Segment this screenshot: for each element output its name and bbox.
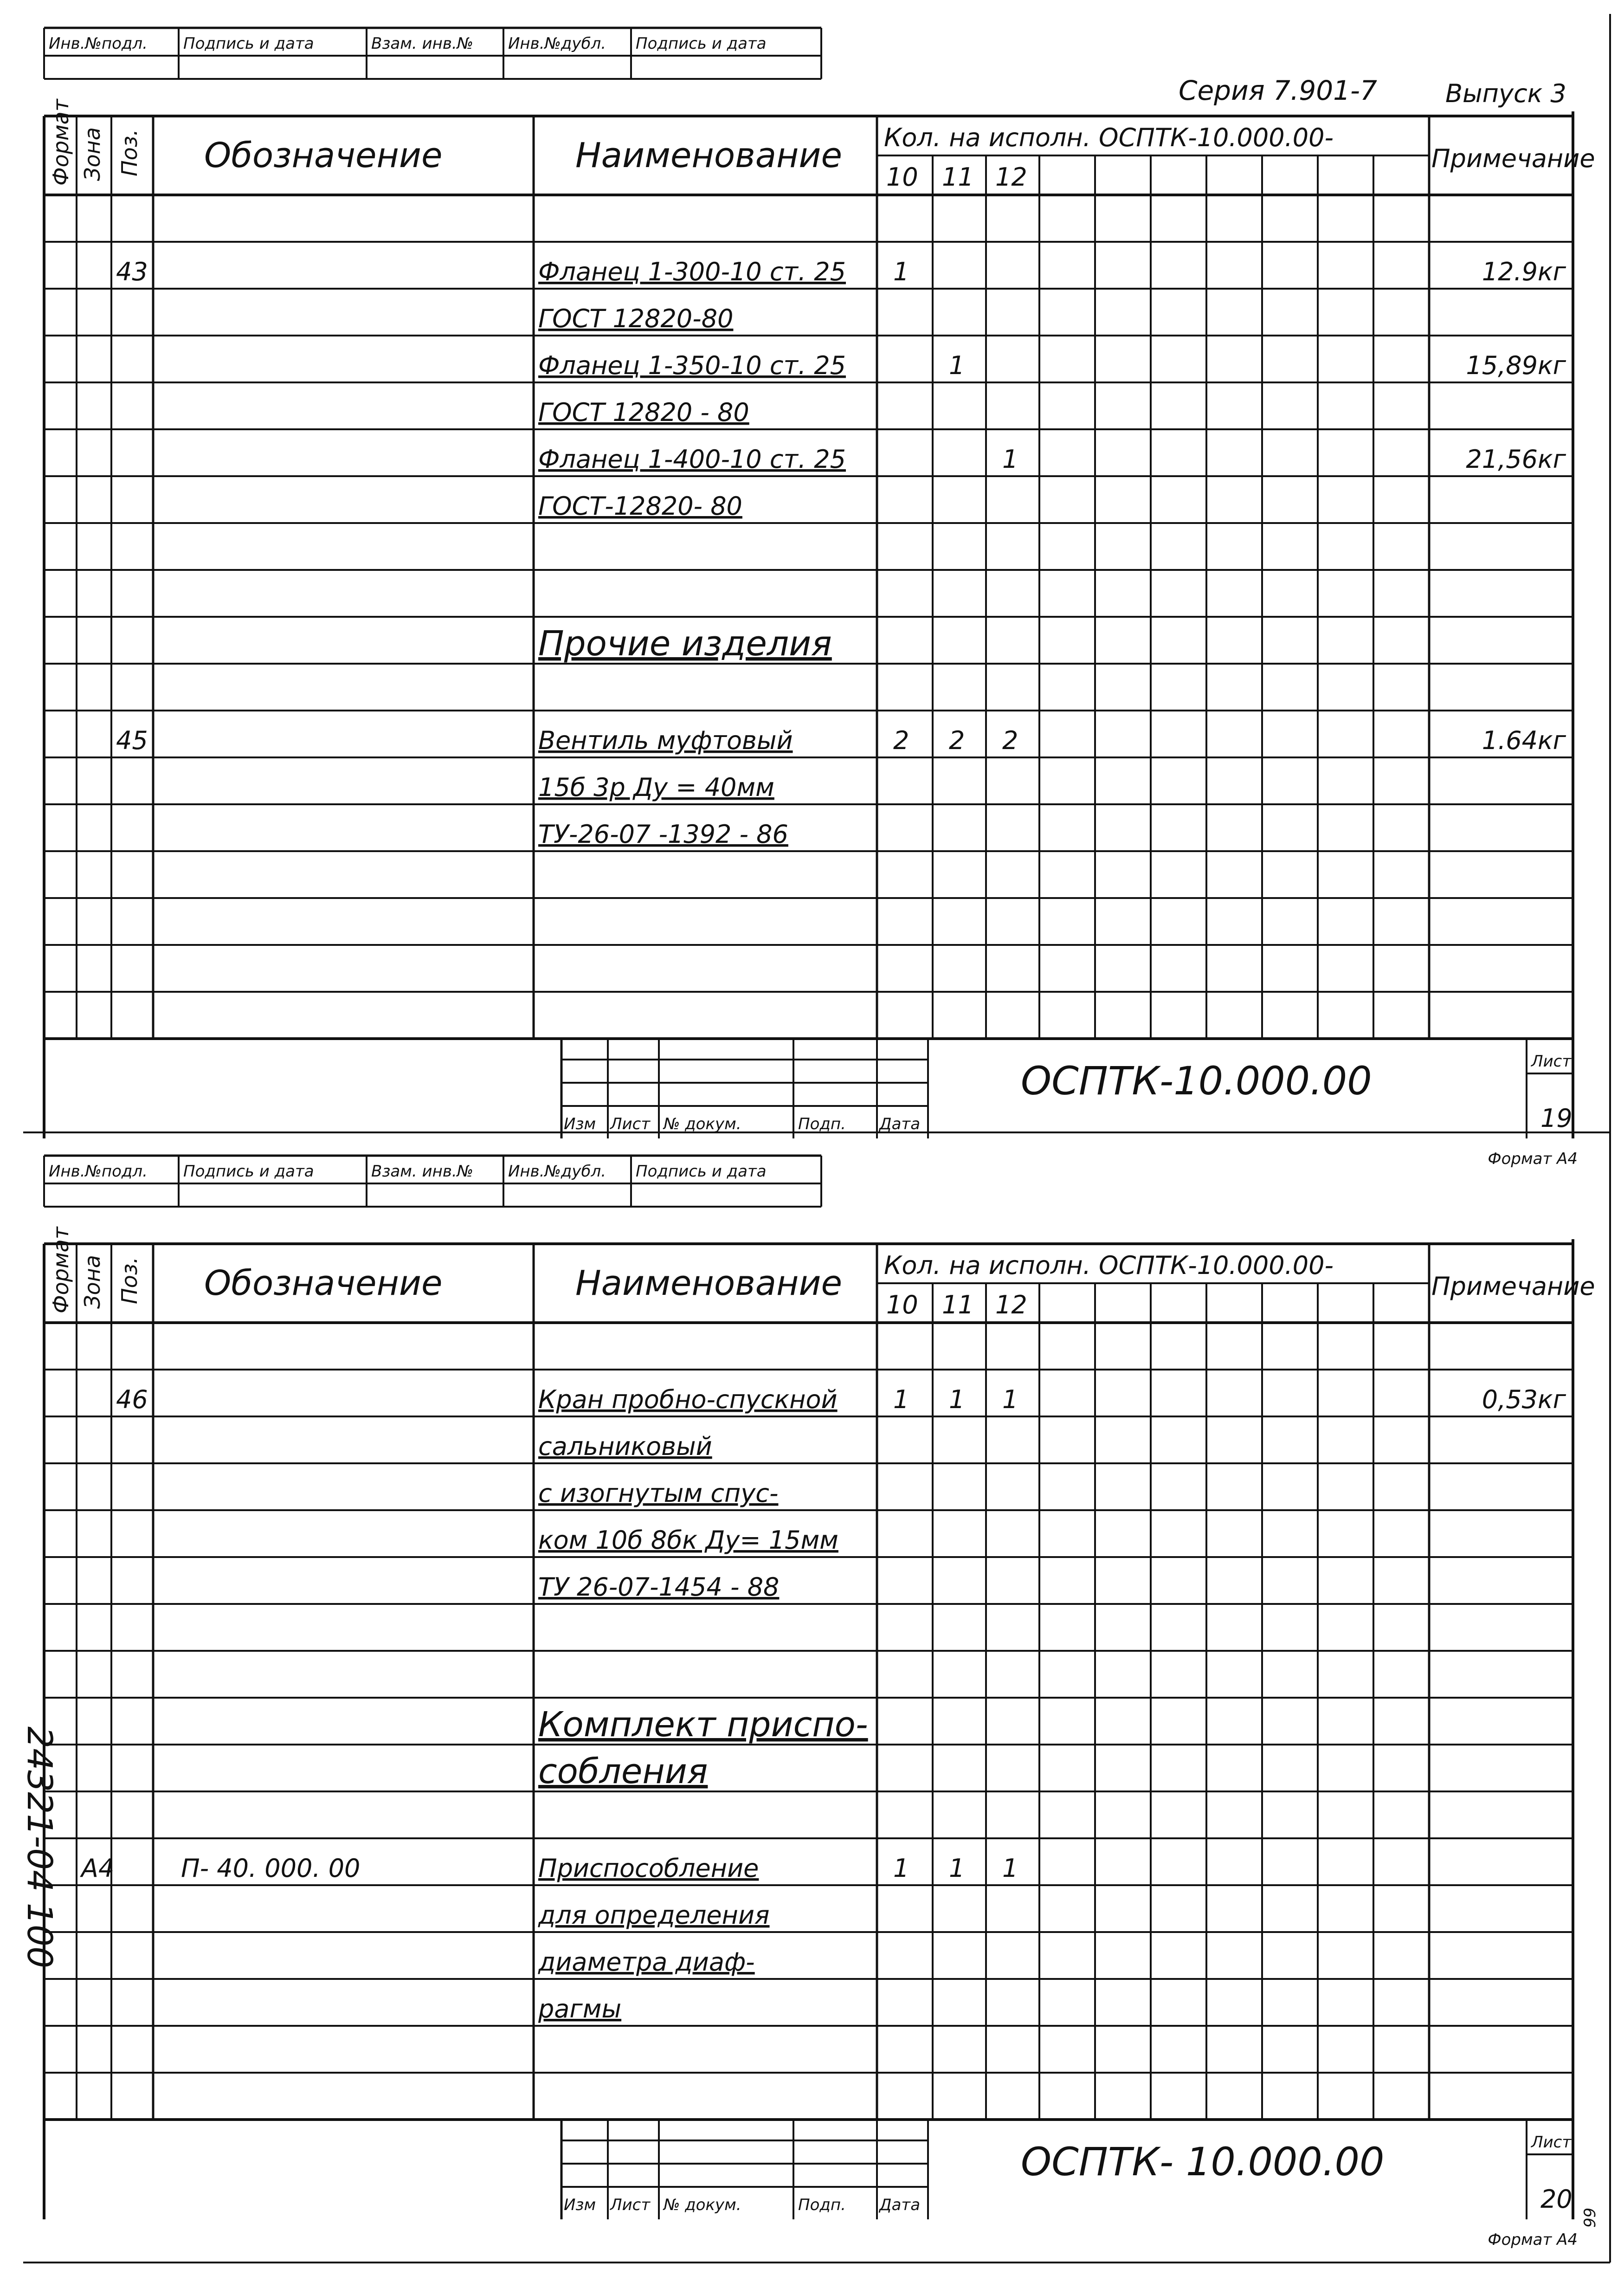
cell-name: с изогнутым спус- (538, 1479, 779, 1508)
titleblock-podp: Подп. (798, 2196, 846, 2214)
cell-name: 15б 3р Ду = 40мм (538, 773, 774, 802)
cell-name: ТУ 26-07-1454 - 88 (538, 1572, 780, 1602)
cell-qty-10: 1 (893, 257, 909, 286)
stamp-label-inv_dubl: Инв.№дубл. (508, 34, 606, 53)
stamp-label-sign_date2: Подпись и дата (636, 34, 767, 53)
cell-name: ГОСТ 12820 - 80 (538, 398, 749, 427)
cell-name: Приспособление (538, 1854, 759, 1883)
cell-note: 21,56кг (1466, 445, 1566, 474)
sheet-number: 20 (1540, 2185, 1572, 2214)
header-v12: 12 (995, 162, 1027, 192)
sheet-label: Лист (1531, 2133, 1572, 2152)
titleblock-doc: № докум. (664, 2196, 741, 2214)
corner-number: 99 (1581, 2207, 1599, 2228)
header-v11: 11 (942, 1290, 974, 1319)
header-zone: Зона (80, 127, 105, 181)
section-heading: Комплект приспо- (538, 1705, 868, 1745)
cell-name: Фланец 1-400-10 ст. 25 (538, 445, 846, 474)
titleblock-data: Дата (879, 2196, 921, 2214)
header-qty: Кол. на исполн. ОСПТК-10.000.00- (884, 1251, 1334, 1280)
stamp-label-inv_podl: Инв.№подл. (49, 34, 148, 53)
header-v10: 10 (886, 162, 918, 192)
stamp-label-inv_dubl: Инв.№дубл. (508, 1162, 606, 1181)
cell-qty-11: 1 (949, 351, 965, 380)
cell-name: для определения (538, 1901, 770, 1930)
titleblock-podp: Подп. (798, 1115, 846, 1133)
cell-name: ком 10б 8бк Ду= 15мм (538, 1526, 838, 1555)
stamp-label-vzam_inv: Взам. инв.№ (371, 1162, 474, 1181)
header-zone: Зона (80, 1255, 105, 1309)
header-pos: Поз. (117, 129, 142, 176)
cell-note: 1.64кг (1482, 726, 1566, 755)
header-designation: Обозначение (204, 1263, 443, 1303)
series-label: Серия 7.901-7 (1179, 75, 1377, 106)
cell-qty-11: 2 (949, 726, 965, 755)
header-format: Формат (48, 99, 73, 186)
stamp-label-sign_date: Подпись и дата (183, 34, 314, 53)
cell-name: Кран пробно-спускной (538, 1385, 838, 1414)
cell-note: 0,53кг (1482, 1385, 1566, 1414)
cell-pos: 43 (116, 257, 148, 286)
cell-name: Фланец 1-300-10 ст. 25 (538, 257, 846, 286)
stamp-label-inv_podl: Инв.№подл. (49, 1162, 148, 1181)
cell-name: сальниковый (538, 1432, 712, 1461)
cell-qty-11: 1 (949, 1854, 965, 1883)
header-qty: Кол. на исполн. ОСПТК-10.000.00- (884, 123, 1334, 152)
cell-name: ГОСТ-12820- 80 (538, 491, 742, 521)
header-designation: Обозначение (204, 136, 443, 175)
side-archive-stamp: 24321-04 100 (19, 1726, 59, 1969)
cell-qty-12: 1 (1002, 445, 1018, 474)
cell-name: диаметра диаф- (538, 1947, 755, 1977)
cell-qty-12: 1 (1002, 1854, 1018, 1883)
header-v10: 10 (886, 1290, 918, 1319)
stamp-label-sign_date2: Подпись и дата (636, 1162, 767, 1181)
header-name: Наименование (575, 1263, 843, 1303)
header-pos: Поз. (117, 1257, 142, 1304)
header-note: Примечание (1431, 144, 1595, 173)
cell-name: ГОСТ 12820-80 (538, 304, 734, 333)
format-label: Формат А4 (1488, 1150, 1578, 1168)
format-label: Формат А4 (1488, 2230, 1578, 2249)
header-v12: 12 (995, 1290, 1027, 1319)
cell-qty-10: 1 (893, 1854, 909, 1883)
stamp-label-vzam_inv: Взам. инв.№ (371, 34, 474, 53)
document-code: ОСПТК-10.000.00 (1021, 1058, 1372, 1104)
sheet-number: 19 (1540, 1104, 1572, 1133)
sheet-label: Лист (1531, 1052, 1572, 1071)
document-code: ОСПТК- 10.000.00 (1021, 2139, 1385, 2185)
section-heading: Прочие изделия (538, 624, 832, 664)
issue-label: Выпуск 3 (1445, 79, 1566, 108)
titleblock-izm: Изм (564, 2196, 596, 2214)
cell-name: ТУ-26-07 -1392 - 86 (538, 820, 788, 849)
titleblock-list: Лист (610, 1115, 651, 1133)
cell-designation: П- 40. 000. 00 (181, 1854, 361, 1883)
titleblock-list: Лист (610, 2196, 651, 2214)
cell-name: рагмы (538, 1994, 622, 2023)
cell-qty-11: 1 (949, 1385, 965, 1414)
cell-qty-10: 1 (893, 1385, 909, 1414)
cell-qty-12: 2 (1002, 726, 1018, 755)
header-v11: 11 (942, 162, 974, 192)
cell-name: Вентиль муфтовый (538, 726, 793, 755)
cell-qty-12: 1 (1002, 1385, 1018, 1414)
cell-qty-10: 2 (893, 726, 909, 755)
titleblock-data: Дата (879, 1115, 921, 1133)
section-heading: собления (538, 1752, 708, 1791)
cell-pos: 45 (116, 726, 148, 755)
cell-note: 12.9кг (1482, 257, 1566, 286)
header-note: Примечание (1431, 1272, 1595, 1301)
header-format: Формат (48, 1227, 73, 1313)
stamp-label-sign_date: Подпись и дата (183, 1162, 314, 1181)
titleblock-doc: № докум. (664, 1115, 741, 1133)
titleblock-izm: Изм (564, 1115, 596, 1133)
cell-name: Фланец 1-350-10 ст. 25 (538, 351, 846, 380)
cell-pos: 46 (116, 1385, 148, 1414)
cell-note: 15,89кг (1466, 351, 1566, 380)
cell-zone: А4 (81, 1854, 115, 1883)
header-name: Наименование (575, 136, 843, 175)
